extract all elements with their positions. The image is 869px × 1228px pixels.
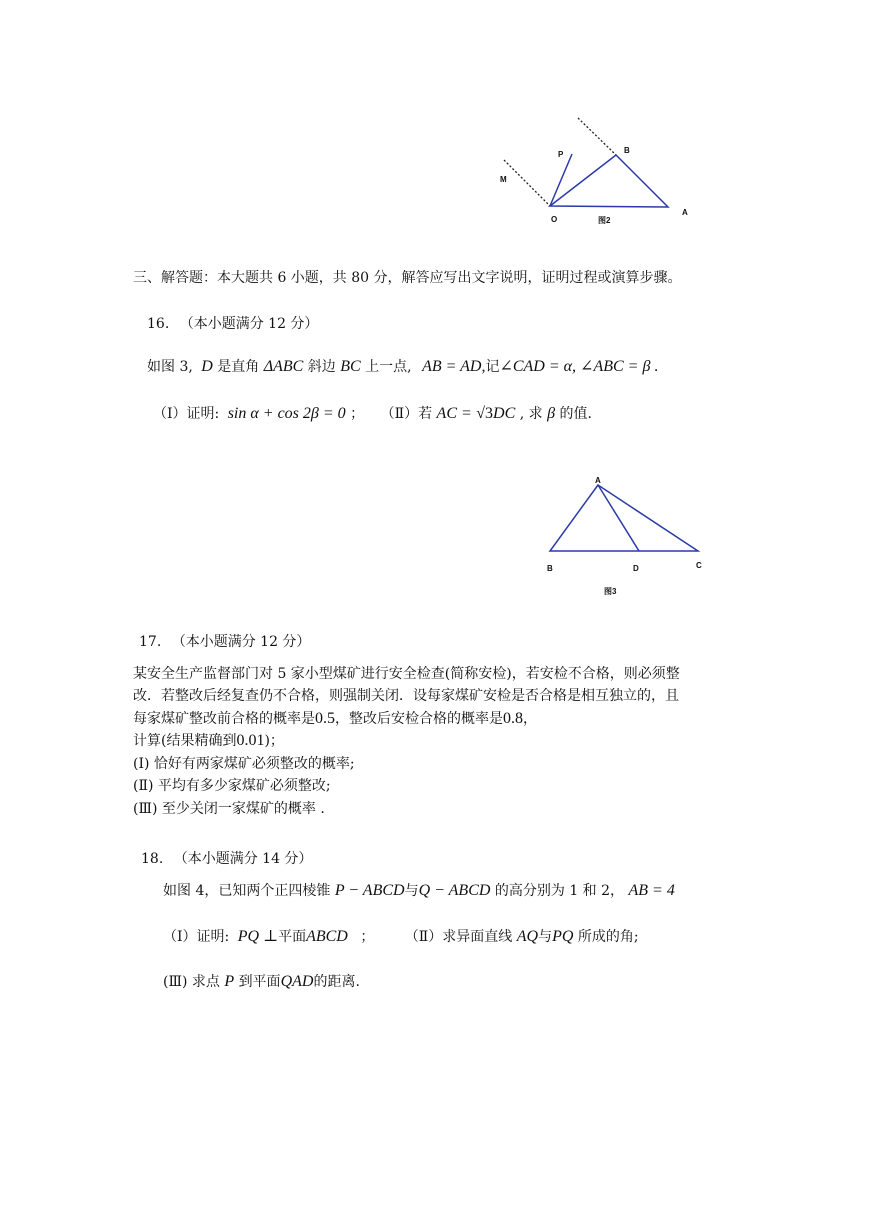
q16-part2-beta: β — [547, 405, 556, 422]
label-o: O — [551, 215, 558, 224]
label-m: M — [500, 175, 507, 184]
q18-part1-sep: ； — [360, 929, 375, 945]
q18-part2-with: 与 — [538, 929, 553, 945]
q17-line4-a: 计算(结果精确到 — [133, 733, 237, 749]
q18-part3-label: (Ⅲ) 求点 — [163, 974, 220, 990]
q18-part1-plane: 平面 — [278, 929, 307, 945]
section-heading: 三、解答题：本大题共 6 小题，共 80 分，解答应写出文字说明，证明过程或演算步骤。 — [133, 270, 682, 286]
q18-part2-rest: 所成的角; — [577, 929, 639, 945]
q16-stem-mid3: 上一点, — [365, 359, 412, 375]
figure-3-caption: 图3 — [604, 587, 617, 596]
q17-line3-b: ，整改后安检合格的概率是 — [335, 711, 503, 727]
q18-ab: AB = 4 — [628, 882, 675, 899]
q16-part1-math: sin α + cos 2β = 0 — [227, 405, 346, 422]
q18-points: （本小题满分 14 分） — [173, 851, 313, 867]
q16-parts — [153, 403, 592, 423]
q18-pyramid-q: Q − ABCD — [418, 882, 491, 899]
q16-part2-math-a: AC = — [436, 405, 472, 422]
q16-stem-mid2: 斜边 — [307, 359, 336, 375]
q17-part3: (Ⅲ) 至少关闭一家煤矿的概率 . — [133, 801, 325, 817]
q18-stem-a: 如图 4，已知两个正四棱锥 — [163, 883, 331, 899]
q18-part3-p: P — [224, 973, 235, 990]
q18-part1-label: （Ⅰ）证明: — [163, 929, 230, 945]
q17-line4-b: )； — [264, 733, 284, 749]
q16-var-bc: BC — [340, 358, 361, 375]
q18-part2-pq: PQ — [552, 928, 574, 945]
q18-parts-1-2 — [163, 926, 639, 946]
label-b: B — [547, 564, 553, 573]
dashed-ray-m — [504, 160, 550, 206]
q16-var-d: D — [201, 358, 213, 375]
label-b: B — [624, 146, 630, 155]
figure-2-caption: 图2 — [598, 216, 611, 225]
q17-number: 17. — [139, 634, 162, 650]
q17-part2: (Ⅱ) 平均有多少家煤矿必须整改; — [133, 778, 331, 794]
q17-value-after: 0.8 — [503, 710, 523, 727]
q17-precision: 0.01 — [236, 732, 265, 749]
q18-part2-aq: AQ — [516, 928, 539, 945]
q16-angles: ∠CAD = α, ∠ABC = β . — [499, 358, 659, 375]
q16-part1-sep: ； — [350, 406, 365, 422]
q17-line3-c: ， — [523, 711, 537, 727]
q16-points: （本小题满分 12 分） — [179, 316, 319, 332]
q18-part3 — [163, 971, 360, 991]
q18-stem-b: 与 — [404, 883, 419, 899]
q17-line4 — [133, 730, 284, 752]
q18-part3-rest: 的距离. — [313, 974, 360, 990]
q16-eq: AB = AD, — [422, 358, 486, 375]
q16-part2-math-b: √3 — [476, 405, 494, 422]
label-c: C — [696, 561, 702, 570]
q17-line1: 某安全生产监督部门对 5 家小型煤矿进行安全检查(简称安检)，若安检不合格，则必须整 — [133, 666, 680, 682]
q18-stem-c: 的高分别为 1 和 2， — [494, 883, 625, 899]
q16-number: 16. — [147, 316, 170, 332]
q17-points: （本小题满分 12 分） — [171, 634, 311, 650]
label-a: A — [682, 208, 688, 217]
q16-part2-rest-b: 的值. — [559, 406, 592, 422]
q18-part3-mid: 到平面 — [238, 974, 281, 990]
q16-note: 记 — [485, 359, 500, 375]
segment-ad — [598, 485, 639, 551]
label-p: P — [558, 150, 564, 159]
figure-2 — [490, 110, 710, 230]
q17-line3 — [133, 708, 537, 730]
q16-part2-label: （Ⅱ）若 — [380, 406, 433, 422]
triangle-abc — [550, 485, 698, 551]
q16-part1-label: （Ⅰ）证明: — [153, 406, 220, 422]
q17-line2: 改．若整改后经复查仍不合格，则强制关闭．设每家煤矿安检是否合格是相互独立的，且 — [133, 688, 679, 704]
figure-3 — [538, 470, 718, 600]
q17-header — [139, 631, 310, 651]
q17-line3-a: 每家煤矿整改前合格的概率是 — [133, 711, 315, 727]
q18-number: 18. — [141, 851, 164, 867]
q18-pyramid-p: P − ABCD — [334, 882, 405, 899]
label-a: A — [595, 476, 601, 485]
dashed-ray-b — [578, 118, 616, 155]
label-d: D — [633, 564, 639, 573]
q17-part1: (Ⅰ) 恰好有两家煤矿必须整改的概率; — [133, 756, 355, 772]
q18-part3-qad: QAD — [280, 973, 314, 990]
q16-stem — [147, 356, 658, 376]
q18-header — [141, 848, 312, 868]
q16-stem-pre: 如图 3, — [147, 359, 193, 375]
q16-triangle: ΔABC — [263, 358, 304, 375]
q18-part2-label: （Ⅱ）求异面直线 — [404, 929, 513, 945]
q17-value-before: 0.5 — [315, 710, 335, 727]
q18-part1-math-b: ABCD — [306, 928, 348, 945]
q16-stem-mid: 是直角 — [217, 359, 260, 375]
q18-part1-math-a: PQ ⊥ — [237, 928, 279, 945]
q16-part2-rest-a: , 求 — [519, 406, 543, 422]
q18-stem — [163, 880, 675, 900]
q16-part2-math-c: DC — [493, 405, 516, 422]
q16-header — [147, 313, 318, 333]
